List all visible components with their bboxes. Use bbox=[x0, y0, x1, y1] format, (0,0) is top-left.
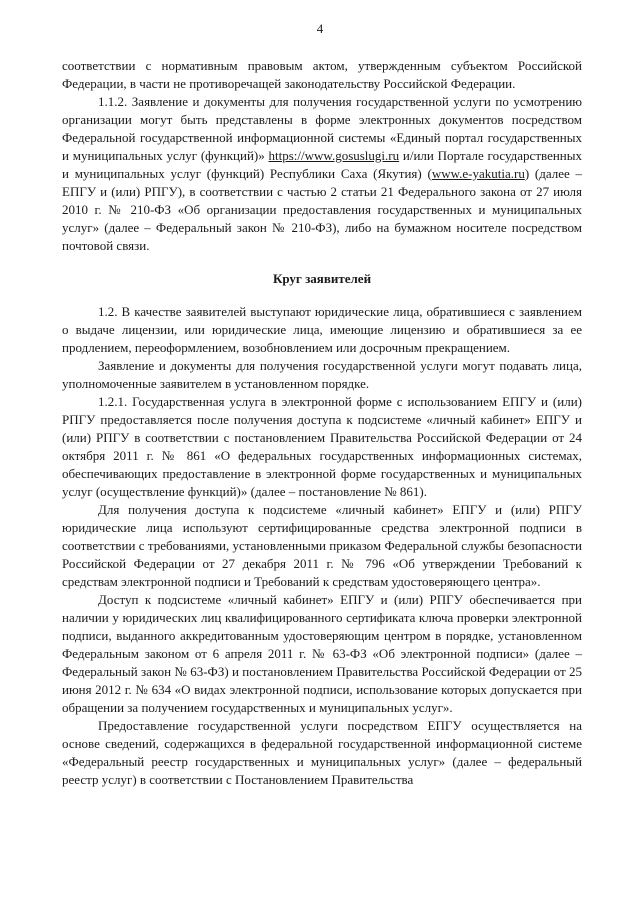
paragraph-text: и/или Портале государственных и муниципальных услуг (функций) Республики Саха (Якутия) ( bbox=[62, 148, 582, 181]
paragraph-text: 1.1.2. Заявление и документы для получения государственной услуги по усмотрению организации могут быть представлены в форме электронных документов посредством Федеральной государственной информационной системы «Единый портал государственных и муниципальных услуг (функций)» bbox=[62, 94, 582, 163]
page-number: 4 bbox=[316, 21, 324, 36]
paragraph-registry: Предоставление государственной услуги посредством ЕПГУ осуществляется на основе сведений, содержащихся в федеральной государственной информационной системе «Федеральный реестр государственных и муниципальных услуг» (далее – федеральный реестр услуг) в соответствии с Постановлением Правительства bbox=[62, 718, 582, 787]
document-body bbox=[62, 57, 582, 789]
section-heading: Круг заявителей bbox=[272, 271, 372, 286]
paragraph-1-2: 1.2. В качестве заявителей выступают юридические лица, обратившиеся с заявлением о выдаче лицензии, или юридические лица, имеющие лицензию и обратившиеся за ее продлением, переоформлением, возобновлением или досрочным прекращением. bbox=[62, 304, 582, 355]
paragraph-access: Для получения доступа к подсистеме «личный кабинет» ЕПГУ и (или) РПГУ юридические лица используют сертифицированные средства электронной подписи в соответствии с требованиями, установленными приказом Федеральной службы безопасности Российской Федерации от 27 декабря 2011 г. № 796 «Об утверждении Требований к средствам электронной подписи и Требований к средствам удостоверяющего центра». bbox=[62, 502, 582, 589]
e-yakutia-link[interactable]: www.e-yakutia.ru bbox=[431, 166, 525, 181]
paragraph-representatives: Заявление и документы для получения государственной услуги могут подавать лица, уполномоченные заявителем в установленном порядке. bbox=[62, 358, 582, 391]
paragraph-1-1-2 bbox=[62, 93, 582, 255]
paragraph-continuation: соответствии с нормативным правовым актом, утвержденным субъектом Российской Федерации, в части не противоречащей законодательству Российской Федерации. bbox=[62, 58, 582, 91]
paragraph-1-2-1: 1.2.1. Государственная услуга в электронной форме с использованием ЕПГУ и (или) РПГУ предоставляется после получения доступа к подсистеме «личный кабинет» ЕПГУ и (или) РПГУ в соответствии с постановлением Правительства Российской Федерации от 24 октября 2011 г. № 861 «О федеральных государственных информационных системах, обеспечивающих предоставление в электронной форме государственных и муниципальных услуг (осуществление функций)» (далее – постановление № 861). bbox=[62, 394, 582, 499]
gosuslugi-link[interactable]: https://www.gosuslugi.ru bbox=[268, 148, 400, 163]
paragraph-certificate: Доступ к подсистеме «личный кабинет» ЕПГУ и (или) РПГУ обеспечивается при наличии у юридических лиц квалифицированного сертификата ключа проверки электронной подписи, выданного аккредитованным удостоверяющим центром в порядке, установленном Федеральным законом от 6 апреля 2011 г. № 63-ФЗ «Об электронной подписи» (далее – Федеральный закон № 63-ФЗ) и постановлением Правительства Российской Федерации от 25 июня 2012 г. № 634 «О видах электронной подписи, использование которых допускается при обращении за получением государственных и муниципальных услуг». bbox=[62, 592, 582, 715]
paragraph-text: ) (далее – ЕПГУ и (или) РПГУ), в соответствии с частью 2 статьи 21 Федерального закона от 27 июля 2010 г. № 210-ФЗ «Об организации предоставления государственных и муниципальных услуг» (далее – Федеральный закон № 210-ФЗ), либо на бумажном носителе посредством почтовой связи. bbox=[62, 166, 582, 253]
